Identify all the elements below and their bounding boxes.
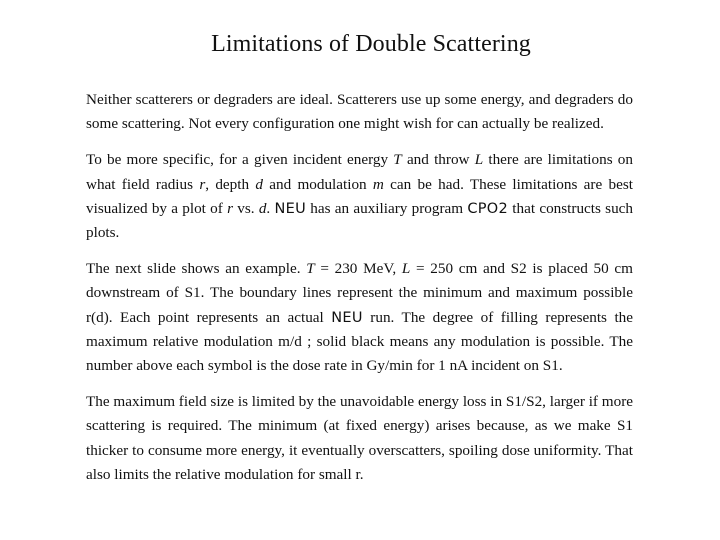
p2-seg-6: can be had. These limitations are best visualized by a plot of xyxy=(86,175,633,217)
p2-seg-9: has an auxiliary program xyxy=(306,199,468,217)
p3-program-neu: NEU xyxy=(331,309,363,326)
p2-seg-10: that constructs such plots. xyxy=(86,199,634,242)
p3-seg-2: = 230 MeV, xyxy=(314,260,402,278)
p3-seg-1: The next slide shows an example. xyxy=(86,260,307,278)
p2-var-d: d xyxy=(255,175,263,193)
p2-seg-5: and modulation xyxy=(262,175,373,193)
paragraph-1-text: Neither scatterers or degraders are ideal. Scatterers use up some energy, and degraders do some scattering. Not every configuration one might wish for can actually be realized. xyxy=(86,91,633,133)
p3-var-L: L xyxy=(401,260,411,278)
slide-body xyxy=(86,88,633,499)
p2-program-neu: NEU xyxy=(274,200,307,217)
p2-var-r: r xyxy=(199,175,206,193)
p2-var-T: T xyxy=(393,151,402,169)
p2-var-r-2: r xyxy=(227,199,233,217)
p3-var-T: T xyxy=(306,260,315,278)
paragraph-3 xyxy=(86,257,633,378)
p2-seg-7: vs. xyxy=(233,199,259,217)
p2-seg-4: , depth xyxy=(205,175,256,193)
slide-title: Limitations of Double Scattering xyxy=(211,31,531,57)
p2-seg-8: . xyxy=(266,199,275,217)
p2-seg-2: and throw xyxy=(401,151,475,169)
paragraph-2 xyxy=(86,148,633,245)
p2-program-cpo2: CPO2 xyxy=(467,200,509,217)
p2-seg-3: there are limitations on what field radius xyxy=(86,151,633,193)
p2-var-m: m xyxy=(372,175,384,193)
p2-seg-1: To be more specific, for a given incident energy xyxy=(86,151,394,169)
p2-var-L: L xyxy=(474,151,484,169)
paragraph-4-text: The maximum field size is limited by the unavoidable energy loss in S1/S2, larger if more scattering is required. The minimum (at fixed energy) arises because, as we make S1 thicker to consume more energy, it eventually overscatters, spoiling dose uniformity. That also limits the relative modulation for small r. xyxy=(86,393,633,483)
paragraph-1 xyxy=(86,88,633,136)
p2-var-d-2: d xyxy=(258,199,267,217)
p3-seg-4: run. The degree of filling represents the maximum relative modulation m/d ; solid black means any modulation is possible. The number above each symbol is the dose rate in Gy/min for 1 nA incident on S1. xyxy=(86,308,633,375)
paragraph-4 xyxy=(86,390,633,487)
p3-seg-3: = 250 cm and S2 is placed 50 cm downstream of S1. The boundary lines represent the minimum and maximum possible r(d). Each point represents an actual xyxy=(86,260,633,326)
